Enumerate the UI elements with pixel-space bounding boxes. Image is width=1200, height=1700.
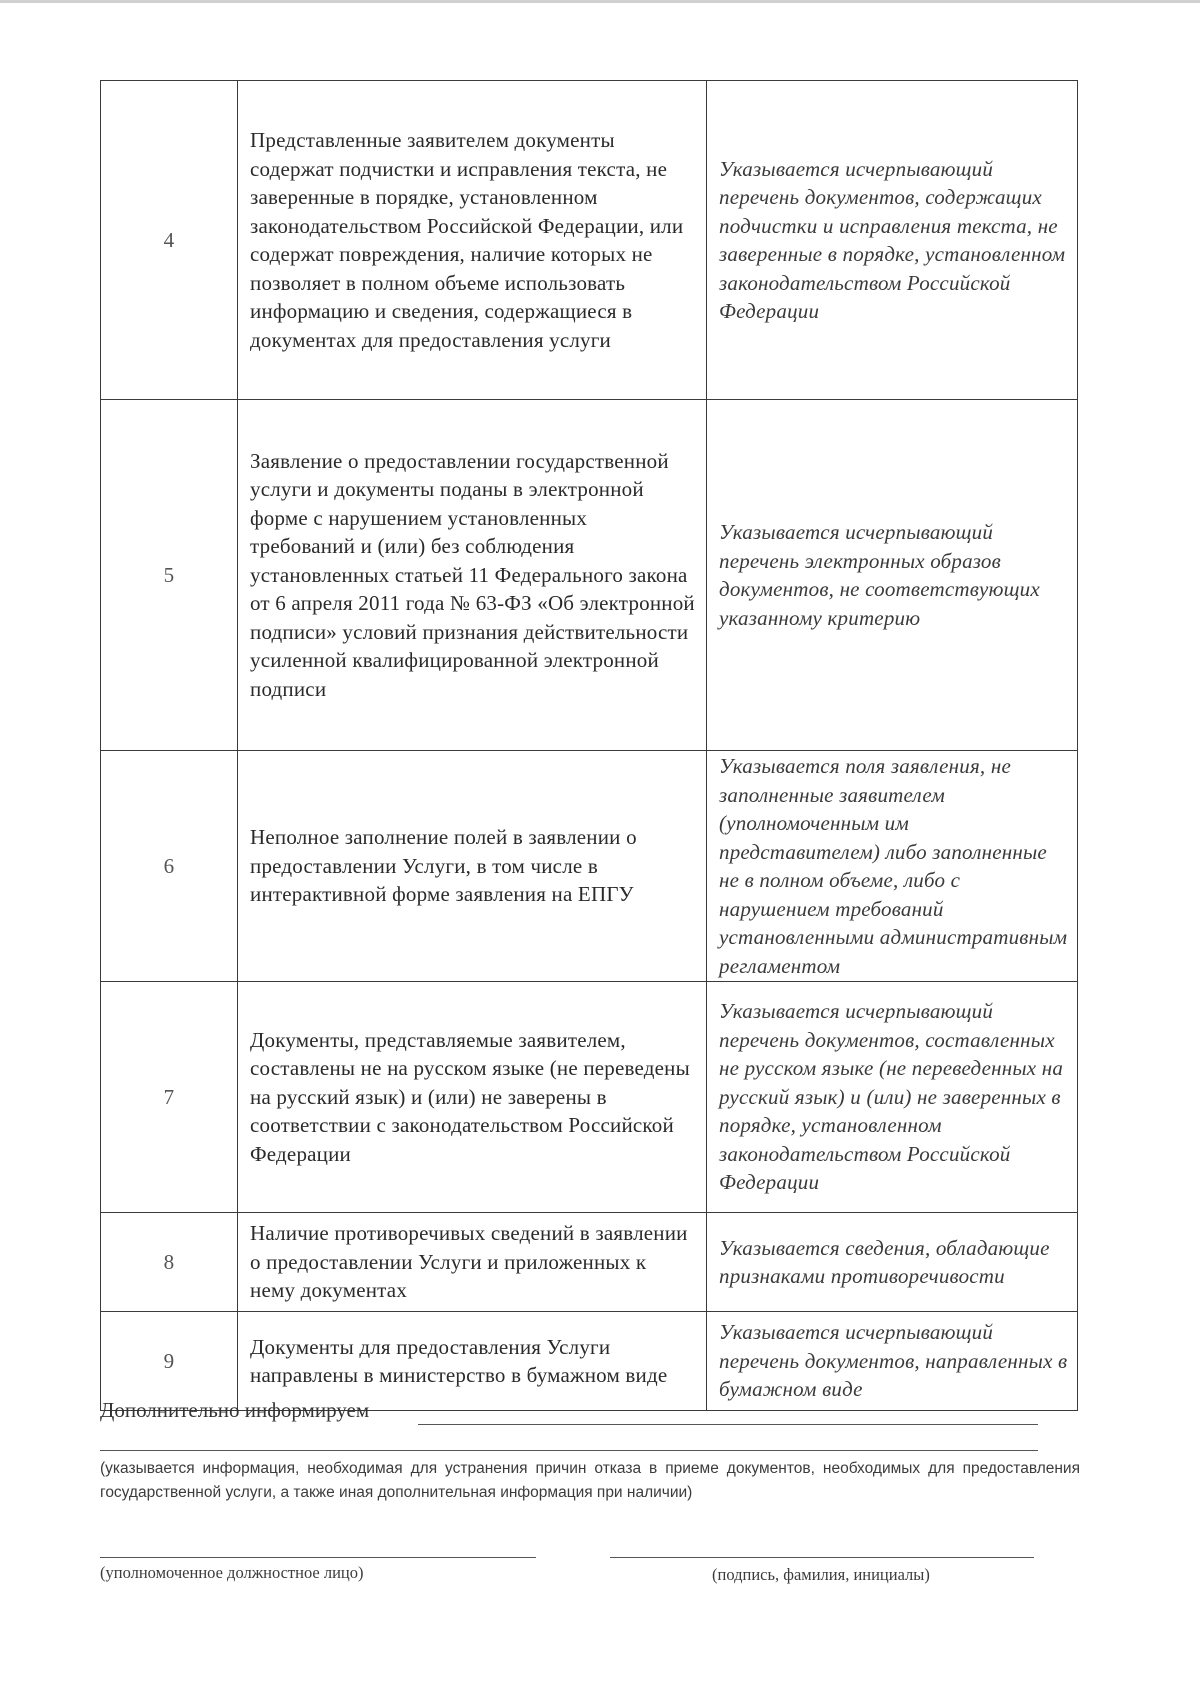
additional-info-second-line xyxy=(100,1450,1038,1451)
refusal-explanation-text: Указывается исчерпывающий перечень электронных образов документов, не соответствующих указанному критерию xyxy=(707,400,1078,751)
refusal-ground-text: Наличие противоречивых сведений в заявлении о предоставлении Услуги и приложенных к нему документах xyxy=(238,1213,707,1312)
additional-info xyxy=(100,1398,1080,1423)
refusal-explanation-text: Указывается поля заявления, не заполненные заявителем (уполномоченным им представителем) либо заполненные не в полном объеме, либо с нарушением требований установленными административным регламентом xyxy=(707,751,1078,982)
refusal-ground-text: Представленные заявителем документы содержат подчистки и исправления текста, не заверенные в порядке, установленном законодательством Российской Федерации, или содержат повреждения, наличие которых не позволяет в полном объеме использовать информацию и сведения, содержащиеся в документах для предоставления услуги xyxy=(238,81,707,400)
row-number: 9 xyxy=(101,1312,238,1411)
row-number: 5 xyxy=(101,400,238,751)
official-signature-line xyxy=(100,1557,536,1558)
refusal-explanation-text: Указывается исчерпывающий перечень документов, направленных в бумажном виде xyxy=(707,1312,1078,1411)
row-number: 4 xyxy=(101,81,238,400)
scan-top-edge xyxy=(0,0,1200,3)
refusal-explanation-text: Указывается исчерпывающий перечень документов, составленных не русском языке (не переведенных на русский язык) и (или) не заверенных в порядке, установленном законодательством Российской Федерации xyxy=(707,982,1078,1213)
row-number: 7 xyxy=(101,982,238,1213)
signature-caption: (подпись, фамилия, инициалы) xyxy=(712,1565,930,1584)
additional-info-fill-line xyxy=(418,1424,1038,1425)
table-row xyxy=(101,1312,1078,1411)
refusal-ground-text: Документы для предоставления Услуги направлены в министерство в бумажном виде xyxy=(238,1312,707,1411)
refusal-explanation-text: Указывается исчерпывающий перечень документов, содержащих подчистки и исправления текста, не заверенные в порядке, установленном законодательством Российской Федерации xyxy=(707,81,1078,400)
refusal-grounds-table xyxy=(100,80,1078,1411)
refusal-ground-text: Заявление о предоставлении государственной услуги и документы поданы в электронной форме с нарушением установленных требований и (или) без соблюдения установленных статьей 11 Федерального закона от 6 апреля 2011 года № 63-ФЗ «Об электронной подписи» условий признания действительности усиленной квалифицированной электронной подписи xyxy=(238,400,707,751)
table-row xyxy=(101,982,1078,1213)
signature-name-line xyxy=(610,1557,1034,1558)
table-row xyxy=(101,1213,1078,1312)
additional-info-label: Дополнительно информируем xyxy=(100,1398,370,1422)
additional-info-hint: (указывается информация, необходимая для устранения причин отказа в приеме документов, необходимых для предоставления государственной услуги, а также иная дополнительная информация при наличии) xyxy=(100,1460,1080,1501)
refusal-ground-text: Неполное заполнение полей в заявлении о предоставлении Услуги, в том числе в интерактивной форме заявления на ЕПГУ xyxy=(238,751,707,982)
refusal-explanation-text: Указывается сведения, обладающие признаками противоречивости xyxy=(707,1213,1078,1312)
table-row xyxy=(101,81,1078,400)
table-row xyxy=(101,400,1078,751)
refusal-ground-text: Документы, представляемые заявителем, составлены не на русском языке (не переведены на русский язык) и (или) не заверены в соответствии с законодательством Российской Федерации xyxy=(238,982,707,1213)
row-number: 8 xyxy=(101,1213,238,1312)
row-number: 6 xyxy=(101,751,238,982)
official-caption: (уполномоченное должностное лицо) xyxy=(100,1563,364,1582)
table-row xyxy=(101,751,1078,982)
